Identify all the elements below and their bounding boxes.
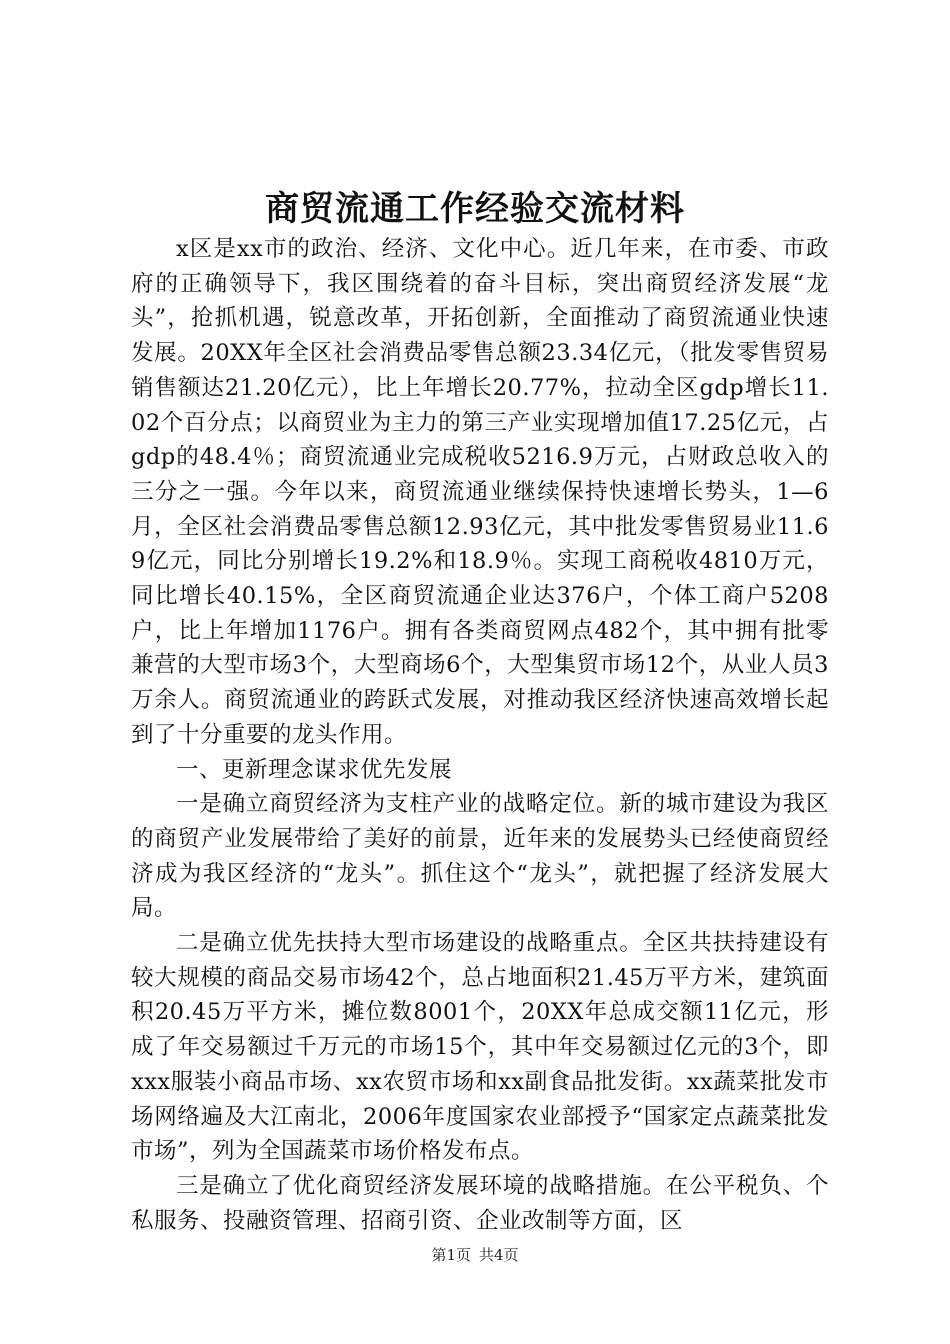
page-number: 第1页: [431, 1246, 471, 1264]
paragraph-point-2: 二是确立优先扶持大型市场建设的战略重点。全区共扶持建设有较大规模的商品交易市场42个，总占地面积21.45万平方米，建筑面积20.45万平方米，摊位数8001个，20XX年总成交额11亿元，形成了年交易额过千万元的市场15个，其中年交易额过亿元的3个，即xxx服装小商品市场、xx农贸市场和xx副食品批发街。xx蔬菜批发市场网络遍及大江南北，2006年度国家农业部授予“国家定点蔬菜批发市场”，列为全国蔬菜市场价格发布点。: [131, 930, 829, 1165]
intro-paragraph: x区是xx市的政治、经济、文化中心。近几年来，在市委、市政府的正确领导下，我区围绕着的奋斗目标，突出商贸经济发展“龙头”，抢抓机遇，锐意改革，开拓创新，全面推动了商贸流通业快速发展。20XX年全区社会消费品零售总额23.34亿元，（批发零售贸易销售额达21.20亿元），比上年增长20.77%，拉动全区gdp增长11.02个百分点；以商贸业为主力的第三产业实现增加值17.25亿元，占gdp的48.4％；商贸流通业完成税收5216.9万元，占财政总收入的三分之一强。今年以来，商贸流通业继续保持快速增长势头，1—6月，全区社会消费品零售总额12.93亿元，其中批发零售贸易业11.69亿元，同比分别增长19.2%和18.9％。实现工商税收4810万元，同比增长40.15%，全区商贸流通企业达376户，个体工商户5208户，比上年增加1176户。拥有各类商贸网点482个，其中拥有批零兼营的大型市场3个，大型商场6个，大型集贸市场12个，从业人员3万余人。商贸流通业的跨跃式发展，对推动我区经济快速高效增长起到了十分重要的龙头作用。: [131, 236, 829, 748]
document-title: 商贸流通工作经验交流材料: [265, 189, 685, 229]
paragraph-point-3: 三是确立了优化商贸经济发展环境的战略措施。在公平税负、个私服务、投融资管理、招商引资、企业改制等方面，区: [131, 1172, 829, 1234]
paragraph-point-1: 一是确立商贸经济为支柱产业的战略定位。新的城市建设为我区的商贸产业发展带给了美好的前景，近年来的发展势头已经使商贸经济成为我区经济的“龙头”。抓住这个“龙头”，就把握了经济发展大局。: [131, 791, 829, 922]
section-heading-1: 一、更新理念谋求优先发展: [176, 756, 453, 783]
page-total: 共4页: [479, 1246, 519, 1264]
document-body: [131, 232, 829, 1238]
page-footer: [0, 1245, 950, 1265]
